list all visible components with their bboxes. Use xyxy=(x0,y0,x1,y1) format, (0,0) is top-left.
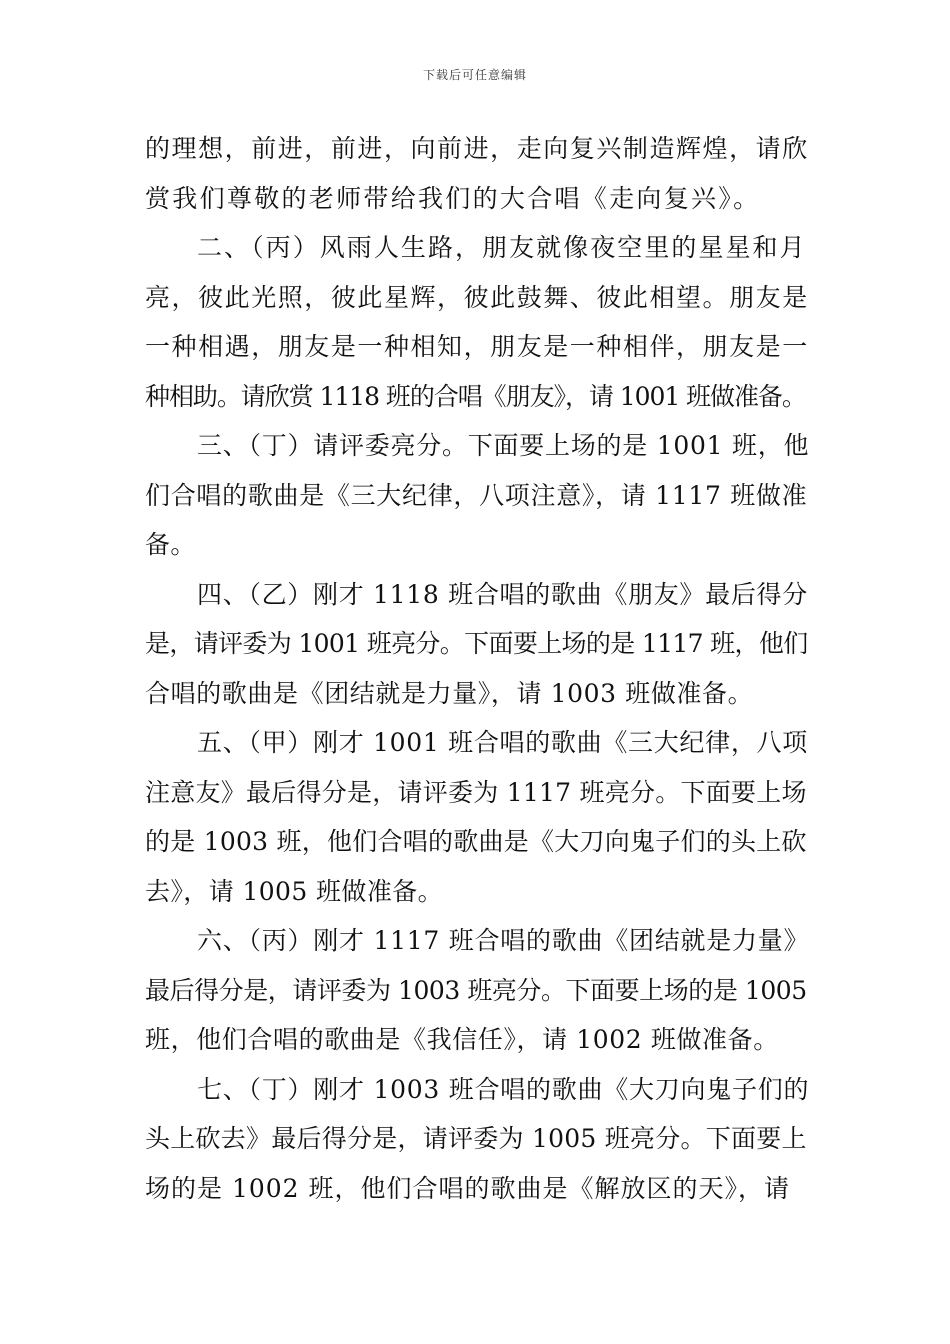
text-line: 们合唱的歌曲是《三大纪律，八项注意》，请 1117 班做准 xyxy=(145,480,808,510)
text-line: 亮，彼此光照，彼此星辉，彼此鼓舞、彼此相望。朋友是 xyxy=(145,282,809,312)
text-line: 场的是 1002 班，他们合唱的歌曲是《解放区的天》，请 xyxy=(145,1173,791,1203)
text-line: 七、（丁）刚才 1003 班合唱的歌曲《大刀向鬼子们的 xyxy=(197,1074,810,1104)
text-line: 的是 1003 班，他们合唱的歌曲是《大刀向鬼子们的头上砍 xyxy=(145,827,807,856)
paragraph-4 xyxy=(145,570,810,719)
text-line: 是，请评委为 1001 班亮分。下面要上场的是 1117 班，他们 xyxy=(145,629,808,658)
paragraph-3 xyxy=(145,421,810,570)
paragraph-2 xyxy=(145,223,810,421)
text-line: 头上砍去》最后得分是，请评委为 1005 班亮分。下面要上 xyxy=(145,1124,807,1153)
page-header: 下载后可任意编辑 xyxy=(422,68,527,82)
text-line: 去》，请 1005 班做准备。 xyxy=(145,876,444,906)
text-line: 六、（丙）刚才 1117 班合唱的歌曲《团结就是力量》 xyxy=(197,926,810,955)
text-line: 的理想，前进，前进，向前进，走向复兴制造辉煌，请欣 xyxy=(145,134,809,163)
text-line: 注意友》最后得分是，请评委为 1117 班亮分。下面要上场 xyxy=(145,777,807,807)
text-line: 种相助。请欣赏 1118 班的合唱《朋友》，请 1001 班做准备。 xyxy=(145,381,806,411)
paragraph-7 xyxy=(145,1065,810,1214)
text-line: 合唱的歌曲是《团结就是力量》，请 1003 班做准备。 xyxy=(145,678,754,708)
text-line: 四、（乙）刚才 1118 班合唱的歌曲《朋友》最后得分 xyxy=(197,579,808,609)
text-line: 备。 xyxy=(145,530,196,559)
text-line: 班，他们合唱的歌曲是《我信任》，请 1002 班做准备。 xyxy=(145,1025,779,1054)
text-line: 最后得分是，请评委为 1003 班亮分。下面要上场的是 1005 xyxy=(145,975,807,1005)
text-line: 二、（丙）风雨人生路，朋友就像夜空里的星星和月 xyxy=(197,233,807,262)
text-line: 赏我们尊敬的老师带给我们的大合唱《走向复兴》。 xyxy=(145,183,761,213)
text-line: 三、（丁）请评委亮分。下面要上场的是 1001 班，他 xyxy=(197,431,810,460)
text-line: 五、（甲）刚才 1001 班合唱的歌曲《三大纪律，八项 xyxy=(197,728,808,757)
paragraph-1 xyxy=(145,124,810,223)
document-body xyxy=(145,124,810,1213)
paragraph-6 xyxy=(145,916,810,1065)
paragraph-5 xyxy=(145,718,810,916)
text-line: 一种相遇，朋友是一种相知，朋友是一种相伴，朋友是一 xyxy=(145,332,809,361)
